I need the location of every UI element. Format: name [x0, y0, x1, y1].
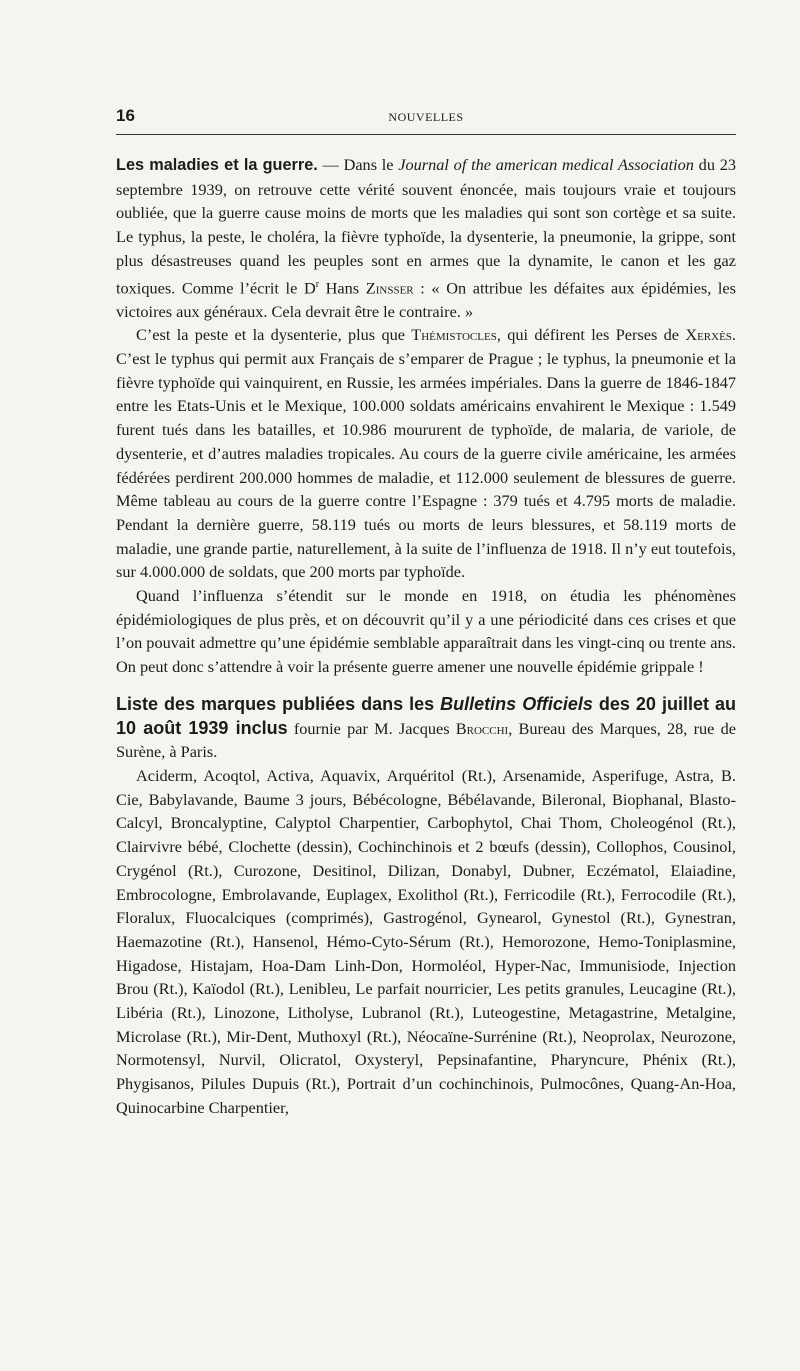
running-title: NOUVELLES [388, 110, 464, 124]
journal-name: Journal of the american medical Association [398, 155, 694, 174]
section1-p1c: Hans [319, 277, 366, 297]
section2-title-a: Liste des marques publiées dans les [116, 693, 441, 714]
author-zinsser: Zinsser [365, 277, 414, 297]
section1-title: Les maladies et la guerre. [116, 156, 318, 174]
section1-p1d: : « On attribue les défaites aux épidémies, les victoires aux généraux. Cela devrait être le contraire. » [116, 277, 736, 321]
section2-intro-b: , Bureau des Marques, 28, rue de Surène, à Paris. [116, 718, 737, 762]
page-header [116, 96, 736, 124]
section2-title-b: des 20 juillet au 10 août 1939 inclus [116, 693, 736, 738]
header-rule [116, 134, 736, 135]
section1-p1b: du 23 septembre 1939, on retrouve cette vérité souvent énoncée, mais toujours vraie et toujours oubliée, que la guerre cause moins de morts que les maladies qui sont son cortège et sa suite. Le typhus, la peste, le choléra, la fièvre typhoïde, la dysenterie, la pneumonie, la grippe, sont plus désastreuses quand les peuples sont en armes que la dynamite, le canon et les gaz toxiques. Comme l’écrit le D [116, 155, 736, 297]
section2-intro-a: fournie par M. Jacques [287, 718, 456, 738]
section1-paragraph2 [116, 323, 736, 584]
section2-title-italic: Bulletins Officiels [440, 693, 593, 714]
name-brocchi: Brocchi [455, 718, 509, 738]
section1-p1a: — Dans le [317, 155, 399, 174]
section1-p2a: C’est la peste et la dysenterie, plus que [136, 325, 412, 345]
section1-paragraph3: Quand l’influenza s’étendit sur le monde en 1918, on étudia les phénomènes épidémiologiques de plus près, et on découvrit qu’il y a une périodicité dans ces crises et que l’on pouvait admettre qu’une épidémie semblable apparaîtrait dans les vingt-cinq ou trente ans. On peut donc s’attendre à voir la présente guerre amener une nouvelle épidémie grippale ! [116, 586, 736, 677]
section1-paragraph1 [116, 153, 736, 323]
dr-superscript: r [315, 278, 320, 290]
trademark-list: Aciderm, Acoqtol, Activa, Aquavix, Arquéritol (Rt.), Arsenamide, Asperifuge, Astra, B. Cie, Babylavande, Baume 3 jours, Bébécologne, Bébélavande, Bileronal, Biophanal, Blasto-Calcyl, Broncalyptine, Calyptol Charpentier, Carbophytol, Chai Thom, Choleogénol (Rt.), Clairvivre bébé, Clochette (dessin), Cochinchinois et 2 bœufs (dessin), Collophos, Cousinol, Crygénol (Rt.), Curozone, Desitinol, Dilizan, Donabyl, Dubner, Eczématol, Elaiadine, Embrocologne, Embrolavande, Euplagex, Exolithol (Rt.), Ferricodile (Rt.), Ferrocodile (Rt.), Floralux, Fluocalciques (comprimés), Gastrogénol, Gynearol, Gynestol (Rt.), Gynestran, Haemazotine (Rt.), Hansenol, Hémo-Cyto-Sérum (Rt.), Hemorozone, Hemo-Toniplasmine, Higadose, Histajam, Hoa-Dam Linh-Don, Hormoléol, Hyper-Nac, Immunisiode, Injection Brou (Rt.), Kaïodol (Rt.), Lenibleu, Le parfait nourricier, Les petits granules, Leucagine (Rt.), Libéria (Rt.), Linozone, Litholyse, Lubranol (Rt.), Luteogestine, Metagastrine, Metalgine, Microlase (Rt.), Mir-Dent, Muthoxyl (Rt.), Néocaïne-Surrénine (Rt.), Neoprolax, Neurozone, Normotensyl, Nurvil, Olicratol, Oxysteryl, Pepsinafantine, Pharyncure, Phénix (Rt.), Phygisanos, Pilules Dupuis (Rt.), Portrait d’un cochinchinois, Pulmocônes, Quang-An-Hoa, Quinocarbine Charpentier, [116, 766, 736, 1117]
name-themistocles: Thémistocles [411, 325, 497, 345]
section2-paragraph1 [116, 693, 736, 764]
section1-p2b: , qui défirent les Perses de [496, 325, 686, 345]
page-number: 16 [116, 106, 135, 125]
document-page [116, 96, 736, 1120]
section1-p2c: . C’est le typhus qui permit aux Français de s’emparer de Prague ; le typhus, la pneumonie et la fièvre typhoïde qui vainquirent, en Russie, les armées impériales. Dans la guerre de 1846-1847 entre les Etats-Unis et le Mexique, 100.000 soldats américains envahirent le Mexique : 1.549 furent tués dans les batailles, et 10.986 moururent de typhoïde, de malaria, de variole, de dysenterie, et d’autres maladies tropicales. Au cours de la guerre civile américaine, les armées fédérées perdirent 200.000 hommes de maladie, et 112.000 seulement de blessures de guerre. Même tableau au cours de la guerre contre l’Espagne : 379 tués et 4.795 morts de maladie. Pendant la dernière guerre, 58.119 tués ou morts de leurs blessures, et 58.119 morts de maladie, une grande partie, naturellement, à la suite de l’influenza de 1918. Il n’y eut toutefois, sur 4.000.000 de soldats, que 200 morts par typhoïde. [116, 325, 736, 582]
name-xerxes: Xerxès [685, 325, 732, 345]
